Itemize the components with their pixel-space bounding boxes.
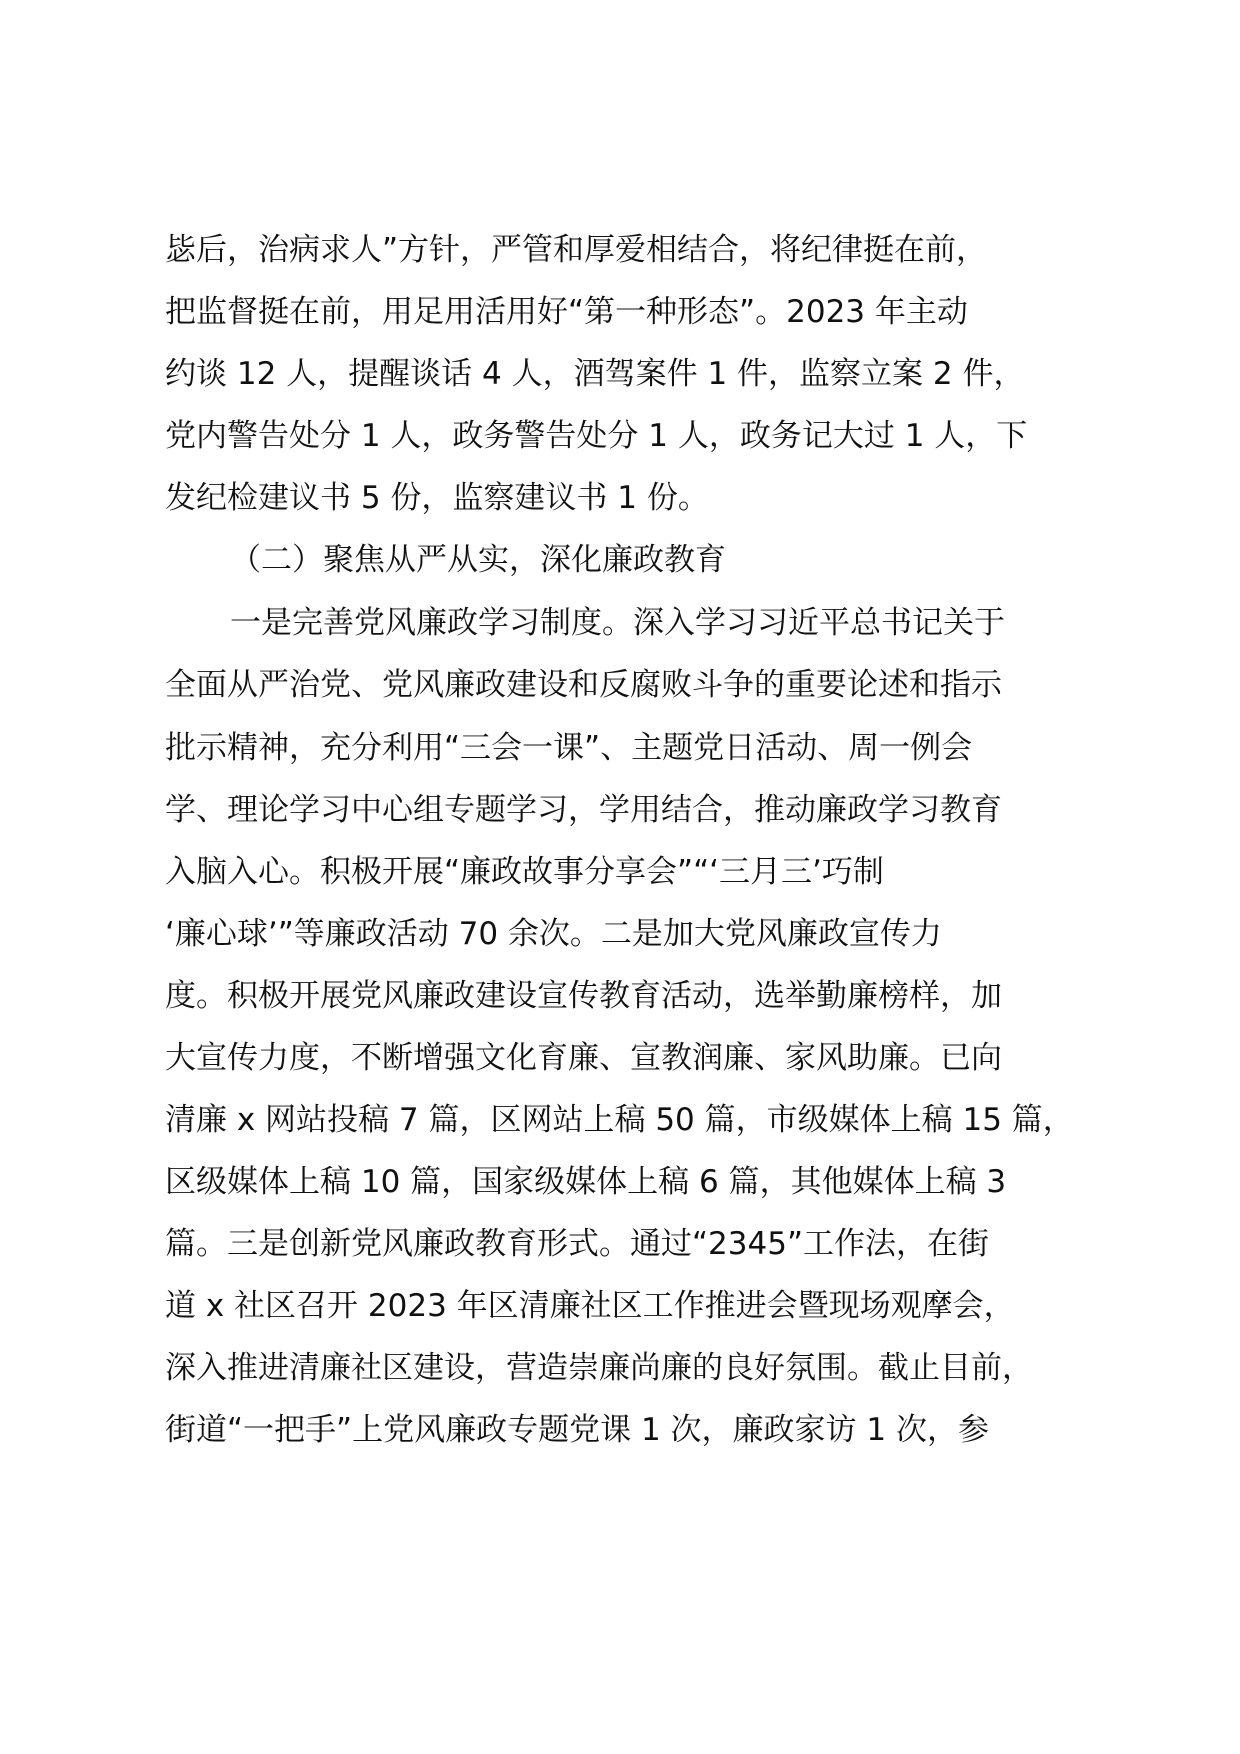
- body-text-line: 度。积极开展党风廉政建设宣传教育活动，选举勤廉榜样，加: [165, 978, 1002, 1014]
- body-text-line: 全面从严治党、党风廉政建设和反腐败斗争的重要论述和指示: [165, 667, 1002, 703]
- body-text-line: 清廉 x 网站投稿 7 篇，区网站上稿 50 篇，市级媒体上稿 15 篇，: [165, 1102, 1074, 1138]
- body-text-line: 入脑入心。积极开展“廉政故事分享会”“‘三月三’巧制: [165, 854, 884, 890]
- section-heading: （二）聚焦从严从实，深化廉政教育: [230, 542, 726, 578]
- body-text-line: ‘廉心球’”等廉政活动 70 余次。二是加大党风廉政宣传力: [165, 916, 942, 952]
- body-text-line: 深入推进清廉社区建设，营造崇廉尚廉的良好氛围。截止目前，: [165, 1350, 1033, 1386]
- body-text-line: 约谈 12 人，提醒谈话 4 人，酒驾案件 1 件，监察立案 2 件，: [165, 356, 1025, 392]
- body-text-line: 大宣传力度，不断增强文化育廉、宣教润廉、家风助廉。已向: [165, 1040, 1002, 1076]
- body-text-line: 毖后，治病求人”方针，严管和厚爱相结合，将纪律挺在前，: [165, 232, 988, 268]
- body-text-line: 街道“一把手”上党风廉政专题党课 1 次，廉政家访 1 次，参: [165, 1412, 989, 1448]
- body-text-line: 区级媒体上稿 10 篇，国家级媒体上稿 6 篇，其他媒体上稿 3: [165, 1164, 1007, 1200]
- body-text-line: 批示精神，充分利用“三会一课”、主题党日活动、周一例会: [165, 730, 973, 766]
- body-text-line: 道 x 社区召开 2023 年区清廉社区工作推进会暨现场观摩会，: [165, 1288, 1015, 1324]
- body-text-line: 篇。三是创新党风廉政教育形式。通过“2345”工作法，在街: [165, 1226, 990, 1262]
- body-text-line: 发纪检建议书 5 份，监察建议书 1 份。: [165, 480, 709, 516]
- body-text-line: 把监督挺在前，用足用活用好“第一种形态”。2023 年主动: [165, 294, 968, 330]
- body-text-line: 一是完善党风廉政学习制度。深入学习习近平总书记关于: [230, 605, 1005, 641]
- body-text-line: 党内警告处分 1 人，政务警告处分 1 人，政务记大过 1 人，下: [165, 418, 1028, 454]
- body-text-line: 学、理论学习中心组专题学习，学用结合，推动廉政学习教育: [165, 792, 1002, 828]
